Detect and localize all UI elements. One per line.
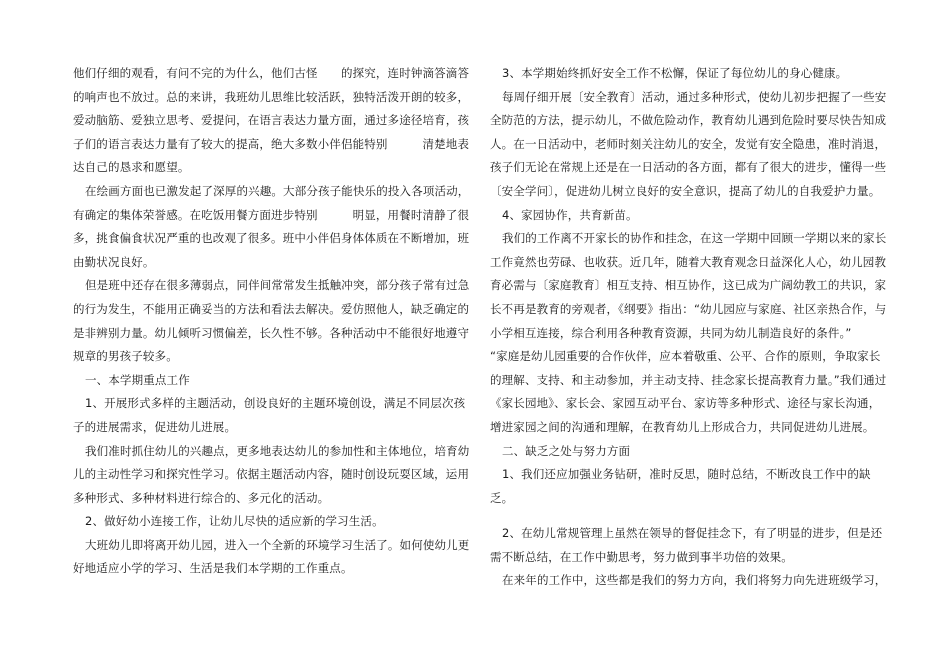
left-column [73, 62, 473, 581]
paragraph: 2、在幼儿常规管理上虽然在领导的督促挂念下，有了明显的进步，但是还需不断总结，在工作中勤思考，努力做到事半功倍的效果。 [490, 526, 883, 564]
paragraph: 1、开展形式多样的主题活动，创设良好的主题环境创设，满足不同层次孩子的进展需求，促进幼儿进展。 [73, 396, 466, 434]
paragraph: 3、本学期始终抓好安全工作不松懈，保证了每位幼儿的身心健康。 [502, 66, 848, 80]
paragraph: 我们的工作离不开家长的协作和挂念，在这一学期中回顾一学期以来的家长工作竟然也劳碌、也收获。近几年，随着大教育观念日益深化人心，幼儿园教育必需与〔家庭教育〕相互支持、相互协作，这已成为广阔幼教工的共识，家长不再是教育的旁观者，《纲要》指出：“幼儿园应与家庭、社区亲热合作，与小学相互连接，综合利用各种教育资源，共同为幼儿制造良好的条件。” [490, 231, 887, 340]
paragraph: 4、家园协作，共育新苗。 [502, 207, 638, 222]
paragraph: 2、做好幼小连接工作，让幼儿尽快的适应新的学习生活。 [85, 514, 384, 529]
paragraph: 在绘画方面也已激发起了深厚的兴趣。大部分孩子能快乐的投入各项活动，有确定的集体荣誉感。在吃饭用餐方面进步特别 明显，用餐时清静了很多，挑食偏食状况严重的也改观了很多。班中小伴侣身体体质在不断增加，班由勤状况良好。 [73, 183, 470, 269]
paragraph: 我们准时抓住幼儿的兴趣点，更多地表达幼儿的参加性和主体地位，培育幼儿的主动性学习和探究性学习。依据主题活动内容，随时创设玩耍区域，运用多种形式、多种材料进行综合的、多元化的活动。 [73, 443, 470, 505]
right-column [490, 62, 890, 593]
paragraph: 他们仔细的观看，有问不完的为什么，他们古怪 的探究，连时钟滴答滴答的响声也不放过。总的来讲，我班幼儿思维比较活跃，独特活泼开朗的较多，爱动脑筋、爱独立思考、爱提问，在语言表达力量方面，通过多途径培育，孩子们的语言表达力量有了较大的提高，绝大多数小伴侣能特别 清楚地表达自己的恳求和愿望。 [73, 66, 470, 175]
section-heading: 二、缺乏之处与努力方面 [502, 443, 631, 458]
paragraph: 但是班中还存在很多薄弱点，同伴间常常发生抵触冲突，部分孩子常有过急的行为发生，不能用正确妥当的方法和看法去解决。爱仿照他人，缺乏确定的是非辨别力量。幼儿倾听习惯偏差，长久性不够。各种活动中不能很好地遵守规章的男孩子较多。 [73, 278, 470, 364]
paragraph: 1、我们还应加强业务钻研，准时反思，随时总结，不断改良工作中的缺乏。 [490, 467, 871, 505]
section-heading: 一、本学期重点工作 [85, 372, 190, 387]
paragraph: 大班幼儿即将离开幼儿园，进入一个全新的环境学习生活了。如何使幼儿更好地适应小学的学习、生活是我们本学期的工作重点。 [73, 537, 470, 576]
paragraph: “家庭是幼儿园重要的合作伙伴，应本着敬重、公平、合作的原则，争取家长的理解、支持、和主动参加，并主动支持、挂念家长提高教育力量。”我们通过《家长园地》、家长会、家园互动平台、家访等多种形式、途径与家长沟通，增进家园之间的沟通和理解，在教育幼儿上形成合力，共同促进幼儿进展。 [490, 349, 887, 434]
paragraph: 每周仔细开展〔安全教育〕活动，通过多种形式，使幼儿初步把握了一些安全防范的方法，提示幼儿，不做危险动作，教育幼儿遇到危险时要尽快告知成人。在一日活动中，老师时刻关注幼儿的安全，发觉有安全隐患，准时消退，孩子们无论在常规上还是在一日活动的各方面，都有了很大的进步，懂得一些〔安全学问〕，促进幼儿树立良好的安全意识，提高了幼儿的自我爱护力量。 [490, 89, 887, 198]
paragraph: 在来年的工作中，这些都是我们的努力方向，我们将努力向先进班级学习， [502, 573, 887, 588]
